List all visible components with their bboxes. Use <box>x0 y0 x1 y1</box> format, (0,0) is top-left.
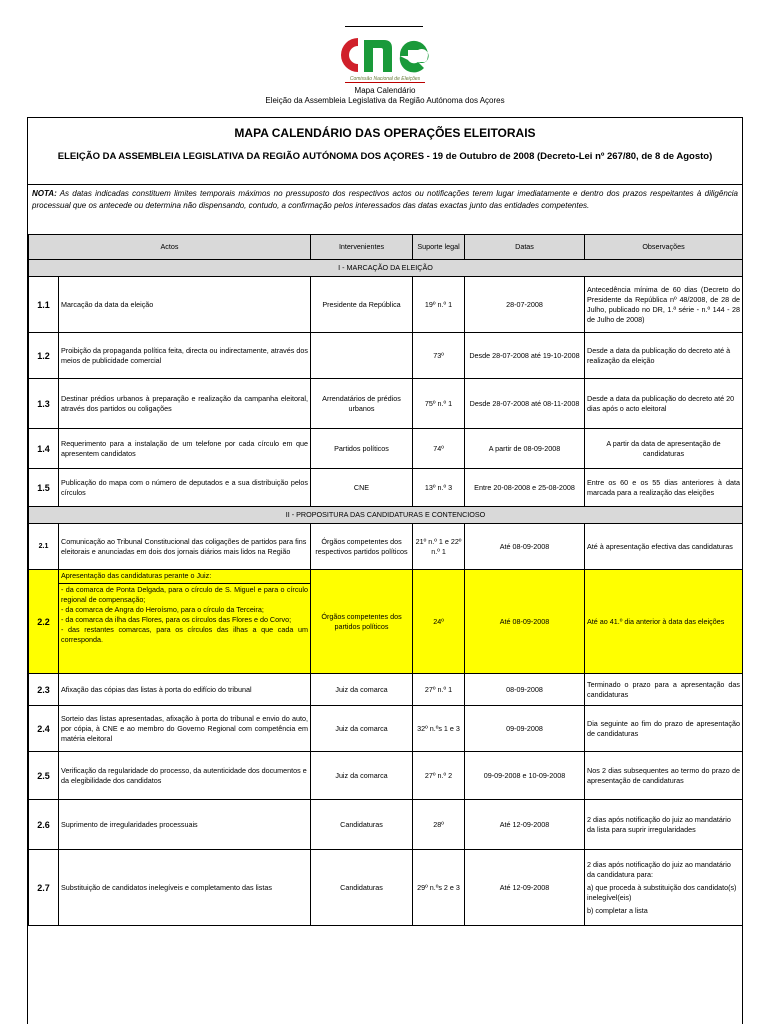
row-datas: 28-07-2008 <box>465 277 585 333</box>
row-acto: Afixação das cópias das listas à porta do edifício do tribunal <box>59 674 311 706</box>
row-intervenientes: Candidaturas <box>311 850 413 926</box>
table-row <box>29 752 743 800</box>
row-datas: Desde 28-07-2008 até 19-10-2008 <box>465 333 585 379</box>
section-row-1 <box>29 260 743 277</box>
row-number: 2.6 <box>29 800 59 850</box>
col-actos: Actos <box>29 235 311 260</box>
obs-line: 2 dias após notificação do juiz ao mandatário da candidatura para: <box>587 859 731 879</box>
row-suporte: 13º n.º 3 <box>413 469 465 507</box>
row-observacoes <box>585 850 743 926</box>
row-number: 1.1 <box>29 277 59 333</box>
row-suporte: 28º <box>413 800 465 850</box>
row-intervenientes: Juiz da comarca <box>311 706 413 752</box>
document-frame <box>27 117 743 1024</box>
row-intervenientes: Órgãos competentes dos partidos políticos <box>311 570 413 674</box>
row-observacoes: 2 dias após notificação do juiz ao mandatário da lista para suprir irregularidades <box>585 800 743 850</box>
top-rule <box>345 26 423 27</box>
row-intervenientes: CNE <box>311 469 413 507</box>
row-observacoes: Até ao 41.º dia anterior à data das eleições <box>585 570 743 674</box>
row-datas: A partir de 08-09-2008 <box>465 429 585 469</box>
row-datas: Desde 28-07-2008 até 08-11-2008 <box>465 379 585 429</box>
row-observacoes: Dia seguinte ao fim do prazo de apresentação de candidaturas <box>585 706 743 752</box>
table-row <box>29 524 743 570</box>
table-row <box>29 706 743 752</box>
row-acto: Marcação da data da eleição <box>59 277 311 333</box>
header-line-1: Mapa Calendário <box>354 86 416 95</box>
document-title: MAPA CALENDÁRIO DAS OPERAÇÕES ELEITORAIS <box>234 126 536 140</box>
section-row-2 <box>29 507 743 524</box>
row-number: 2.3 <box>29 674 59 706</box>
row-datas: 08-09-2008 <box>465 674 585 706</box>
acto-line: - das restantes comarcas, para os círculos das ilhas a que cada um corresponda. <box>61 625 309 644</box>
row-number: 2.7 <box>29 850 59 926</box>
row-acto: Sorteio das listas apresentadas, afixação à porta do tribunal e envio do auto, por cópia, à CNE e ao membro do Governo Regional com competência em matéria eleitoral <box>59 706 311 752</box>
row-number: 1.3 <box>29 379 59 429</box>
row-suporte: 21º n.º 1 e 22º n.º 1 <box>413 524 465 570</box>
row-suporte: 29º n.ºs 2 e 3 <box>413 850 465 926</box>
row-acto: Destinar prédios urbanos à preparação e realização da campanha eleitoral, através dos partidos ou coligações <box>59 379 311 429</box>
row-suporte: 24º <box>413 570 465 674</box>
cne-logo <box>340 30 430 80</box>
row-number: 1.5 <box>29 469 59 507</box>
table-row <box>29 379 743 429</box>
row-acto: Verificação da regularidade do processo, da autenticidade dos documentos e da elegibilidade dos candidatos <box>59 752 311 800</box>
row-observacoes: A partir da data de apresentação de candidaturas <box>585 429 743 469</box>
row-datas: Até 12-09-2008 <box>465 850 585 926</box>
row-intervenientes: Presidente da República <box>311 277 413 333</box>
table-row <box>29 333 743 379</box>
header-line-2: Eleição da Assembleia Legislativa da Região Autónoma dos Açores <box>265 96 505 105</box>
row-datas: Até 08-09-2008 <box>465 570 585 674</box>
note-label: NOTA: <box>32 189 57 198</box>
section-title: I - MARCAÇÃO DA ELEIÇÃO <box>29 260 743 277</box>
note-paragraph <box>28 184 742 215</box>
table-row <box>29 800 743 850</box>
col-observacoes: Observações <box>585 235 743 260</box>
row-observacoes: Desde a data da publicação do decreto até à realização da eleição <box>585 333 743 379</box>
row-intervenientes: Arrendatários de prédios urbanos <box>311 379 413 429</box>
table-row <box>29 469 743 507</box>
row-acto: Requerimento para a instalação de um telefone por cada círculo em que apresentem candidatos <box>59 429 311 469</box>
row-suporte: 73º <box>413 333 465 379</box>
row-datas: Até 08-09-2008 <box>465 524 585 570</box>
row-observacoes: Entre os 60 e os 55 dias anteriores à data marcada para a realização das eleições <box>585 469 743 507</box>
row-datas: Entre 20-08-2008 e 25-08-2008 <box>465 469 585 507</box>
table-row-highlighted <box>29 570 743 674</box>
row-intervenientes: Juiz da comarca <box>311 752 413 800</box>
row-suporte: 32º n.ºs 1 e 3 <box>413 706 465 752</box>
row-acto: Comunicação ao Tribunal Constitucional das coligações de partidos para fins eleitorais e anunciadas em dois dos jornais diários mais lidos na Região <box>59 524 311 570</box>
row-number: 2.4 <box>29 706 59 752</box>
row-suporte: 74º <box>413 429 465 469</box>
row-number: 2.5 <box>29 752 59 800</box>
row-acto: Publicação do mapa com o número de deputados e a sua distribuição pelos círculos <box>59 469 311 507</box>
row-number: 1.4 <box>29 429 59 469</box>
row-number: 2.2 <box>29 570 59 674</box>
logo-caption: Comissão Nacional de Eleições <box>349 76 421 82</box>
document-subtitle: ELEIÇÃO DA ASSEMBLEIA LEGISLATIVA DA REGIÃO AUTÓNOMA DOS AÇORES - 19 de Outubro de 2008 (Decreto-Lei nº 267/80, de 8 de Agosto) <box>57 151 713 162</box>
table-row <box>29 674 743 706</box>
table-row <box>29 850 743 926</box>
row-intervenientes <box>311 333 413 379</box>
table-header-row <box>29 235 743 260</box>
row-datas: Até 12-09-2008 <box>465 800 585 850</box>
row-observacoes: Antecedência mínima de 60 dias (Decreto do Presidente da República nº 48/2008, de 28 de Julho, publicado no DR, 1.ª série - n.º 144 - 28 de Julho de 2008) <box>585 277 743 333</box>
section-title: II - PROPOSITURA DAS CANDIDATURAS E CONTENCIOSO <box>29 507 743 524</box>
row-suporte: 19º n.º 1 <box>413 277 465 333</box>
row-acto <box>59 570 311 674</box>
row-intervenientes: Partidos políticos <box>311 429 413 469</box>
obs-line: b) completar a lista <box>587 905 648 915</box>
row-acto: Suprimento de irregularidades processuais <box>59 800 311 850</box>
row-suporte: 27º n.º 1 <box>413 674 465 706</box>
acto-line: - da comarca da ilha das Flores, para os círculos das Flores e do Corvo; <box>61 615 292 624</box>
acto-line: - da comarca de Angra do Heroísmo, para o círculo da Terceira; <box>61 605 264 614</box>
obs-line: a) que proceda à substituição dos candidato(s) inelegível(eis) <box>587 882 737 902</box>
row-suporte: 75º n.º 1 <box>413 379 465 429</box>
row-acto: Substituição de candidatos inelegíveis e completamento das listas <box>59 850 311 926</box>
logo-underline <box>345 82 425 83</box>
row-datas: 09-09-2008 <box>465 706 585 752</box>
row-acto: Proibição da propaganda política feita, directa ou indirectamente, através dos meios de publicidade comercial <box>59 333 311 379</box>
row-number: 1.2 <box>29 333 59 379</box>
row-suporte: 27º n.º 2 <box>413 752 465 800</box>
row-intervenientes: Juiz da comarca <box>311 674 413 706</box>
row-observacoes: Até à apresentação efectiva das candidaturas <box>585 524 743 570</box>
note-text: As datas indicadas constituem limites temporais máximos no pressuposto dos respectivos actos ou notificações terem lugar imediatamente e dentro dos prazos respeitantes à diligência processual que os antecede ou determina não dispensando, contudo, a confirmação pelos interessados das datas exactas junto das entidades competentes. <box>32 189 738 210</box>
col-intervenientes: Intervenientes <box>311 235 413 260</box>
calendar-table <box>28 234 743 926</box>
col-suporte: Suporte legal <box>413 235 465 260</box>
row-observacoes: Desde a data da publicação do decreto até 20 dias após o acto eleitoral <box>585 379 743 429</box>
row-observacoes: Terminado o prazo para a apresentação das candidaturas <box>585 674 743 706</box>
row-number: 2.1 <box>29 524 59 570</box>
acto-line: Apresentação das candidaturas perante o Juiz: <box>61 571 212 580</box>
acto-line: - da comarca de Ponta Delgada, para o círculo de S. Miguel e para o círculo regional de compensação; <box>61 585 309 604</box>
row-intervenientes: Órgãos competentes dos respectivos partidos políticos <box>311 524 413 570</box>
row-datas: 09-09-2008 e 10-09-2008 <box>465 752 585 800</box>
col-datas: Datas <box>465 235 585 260</box>
table-row <box>29 429 743 469</box>
row-intervenientes: Candidaturas <box>311 800 413 850</box>
table-row <box>29 277 743 333</box>
row-observacoes: Nos 2 dias subsequentes ao termo do prazo de apresentação de candidaturas <box>585 752 743 800</box>
